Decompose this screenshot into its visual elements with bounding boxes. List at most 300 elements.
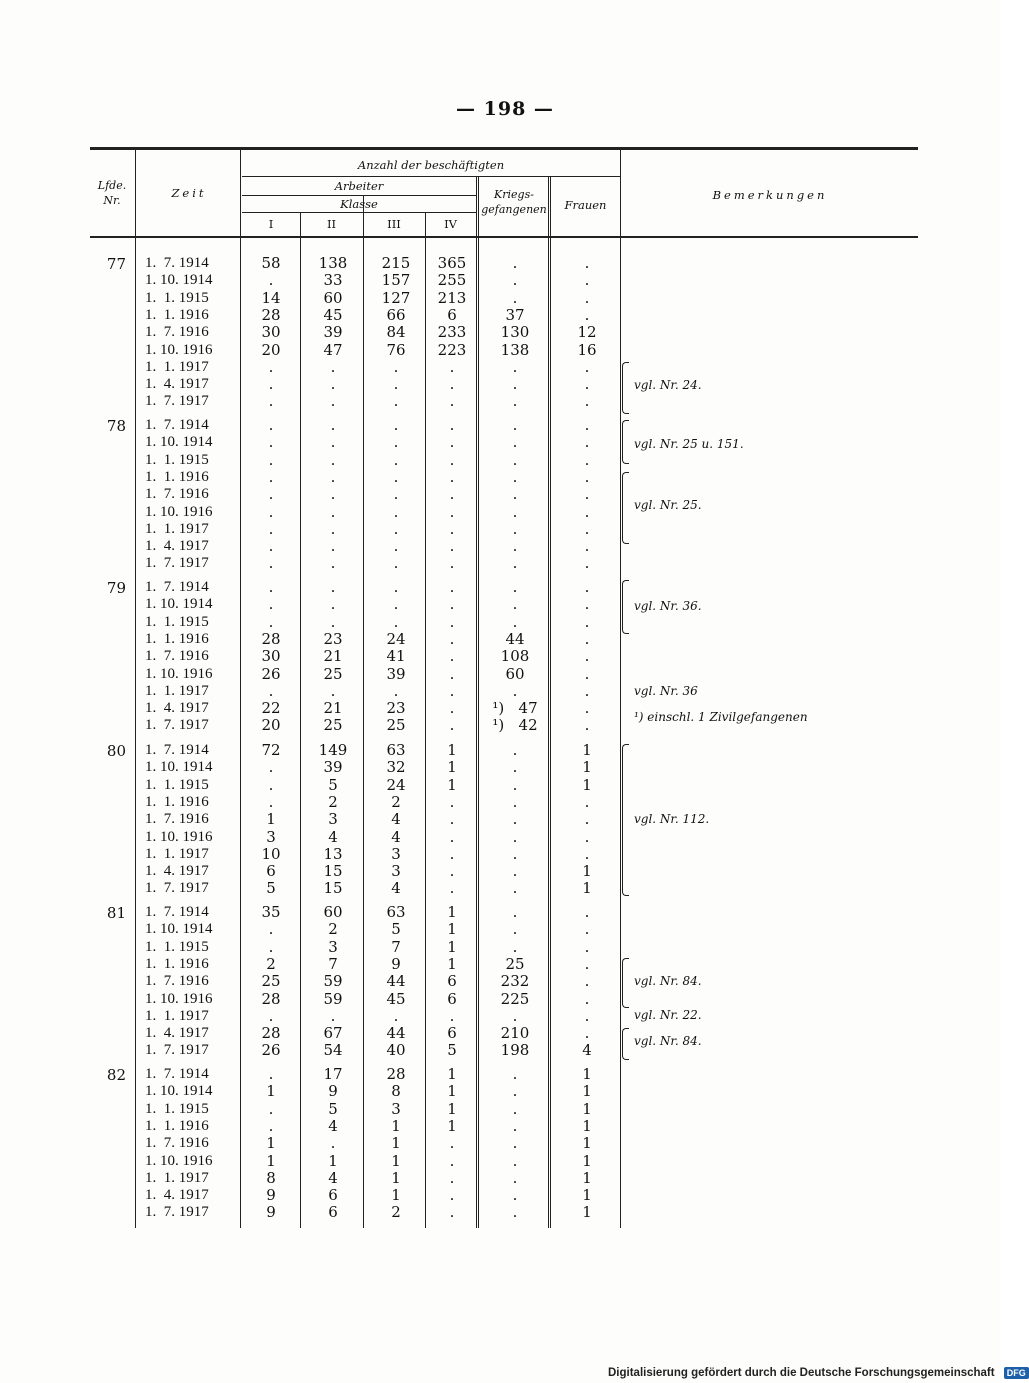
- header-lfd-nr: [92, 178, 132, 208]
- cell-zeit: 1. 1. 1915: [145, 938, 209, 955]
- cell-klasse-ii: .: [330, 502, 336, 521]
- cell-klasse-i: .: [268, 1099, 274, 1118]
- cell-zeit: 1. 7. 1914: [145, 904, 209, 920]
- cell-kriegsgefangene: .: [512, 502, 518, 521]
- cell-klasse-iii: .: [393, 392, 399, 411]
- cell-klasse-i: 26: [261, 1041, 281, 1060]
- cell-klasse-iii: .: [393, 375, 399, 394]
- cell-frauen: .: [584, 699, 590, 718]
- cell-frauen: .: [584, 844, 590, 863]
- col-rule-nr: [135, 150, 136, 1228]
- cell-frauen: .: [584, 450, 590, 469]
- cell-klasse-iv: .: [449, 537, 455, 556]
- header-class-iii: III: [387, 217, 401, 231]
- cell-kriegsgefangene: .: [512, 1151, 518, 1170]
- cell-zeit: 1. 1. 1915: [145, 776, 209, 793]
- cell-klasse-i: 8: [266, 1168, 276, 1187]
- note-brace-79: [622, 580, 629, 634]
- cell-kriegsgefangene: .: [512, 375, 518, 394]
- cell-klasse-i: .: [268, 519, 274, 538]
- cell-klasse-i: .: [268, 450, 274, 469]
- cell-zeit: 1. 7. 1916: [145, 1135, 209, 1152]
- cell-frauen: .: [584, 716, 590, 735]
- cell-frauen: 1: [582, 1099, 592, 1118]
- cell-kriegsgefangene: .: [512, 937, 518, 956]
- cell-klasse-iii: 25: [386, 716, 406, 735]
- cell-klasse-ii: .: [330, 578, 336, 596]
- note-brace-80: [622, 744, 629, 896]
- cell-zeit: 1. 7. 1916: [145, 973, 209, 990]
- cell-klasse-ii: 4: [328, 827, 338, 846]
- cell-frauen: 1: [582, 1082, 592, 1101]
- cell-zeit: 1. 7. 1914: [145, 1066, 209, 1082]
- cell-klasse-i: .: [268, 937, 274, 956]
- cell-kriegsgefangene: 225: [500, 989, 530, 1008]
- cell-zeit: 1. 7. 1917: [145, 1042, 209, 1059]
- cell-kriegsgefangene: 25: [505, 954, 525, 973]
- header-class-ii: II: [326, 217, 337, 231]
- cell-zeit: 1. 10. 1916: [145, 341, 213, 358]
- cell-klasse-i: .: [268, 920, 274, 939]
- cell-klasse-ii: 59: [323, 972, 343, 991]
- cell-klasse-iv: .: [449, 595, 455, 614]
- cell-klasse-iii: 7: [391, 937, 401, 956]
- cell-frauen: 1: [582, 862, 592, 881]
- cell-zeit: 1. 10. 1914: [145, 759, 213, 776]
- cell-klasse-iv: .: [449, 827, 455, 846]
- cell-klasse-i: .: [268, 775, 274, 794]
- cell-klasse-iii: 63: [386, 903, 406, 921]
- cell-klasse-iv: 213: [437, 288, 467, 307]
- cell-kriegsgefangene: 37: [505, 305, 525, 324]
- cell-klasse-iv: .: [449, 792, 455, 811]
- cell-klasse-iii: .: [393, 416, 399, 434]
- cell-klasse-ii: .: [330, 433, 336, 452]
- cell-klasse-iii: 1: [391, 1116, 401, 1135]
- cell-kriegsgefangene: .: [512, 1099, 518, 1118]
- row-number: 80: [106, 742, 126, 760]
- cell-kriegsgefangene: .: [512, 1186, 518, 1205]
- cell-frauen: 16: [577, 340, 597, 359]
- cell-zeit: 1. 7. 1917: [145, 717, 209, 734]
- cell-klasse-iii: .: [393, 554, 399, 573]
- cell-frauen: .: [584, 595, 590, 614]
- dfg-logo: DFG: [1004, 1367, 1029, 1379]
- cell-klasse-ii: 6: [328, 1203, 338, 1222]
- header-rule-arbeiter: [242, 195, 476, 196]
- cell-klasse-iv: 1: [447, 1082, 457, 1101]
- cell-frauen: .: [584, 254, 590, 272]
- cell-kriegsgefangene: 232: [500, 972, 530, 991]
- cell-klasse-i: .: [268, 1006, 274, 1025]
- cell-zeit: 1. 7. 1914: [145, 579, 209, 595]
- cell-klasse-ii: 21: [323, 647, 343, 666]
- cell-klasse-iii: 1: [391, 1168, 401, 1187]
- cell-klasse-iii: 84: [386, 323, 406, 342]
- cell-zeit: 1. 1. 1915: [145, 1100, 209, 1117]
- cell-zeit: 1. 7. 1914: [145, 742, 209, 758]
- cell-klasse-ii: .: [330, 485, 336, 504]
- cell-kriegsgefangene: .: [512, 485, 518, 504]
- cell-klasse-iv: .: [449, 810, 455, 829]
- cell-klasse-i: 6: [266, 862, 276, 881]
- cell-klasse-iii: 5: [391, 920, 401, 939]
- cell-zeit: 1. 4. 1917: [145, 700, 209, 717]
- row-number: 79: [106, 579, 126, 597]
- cell-klasse-iii: 39: [386, 664, 406, 683]
- cell-kriegsgefangene: ¹) 47: [492, 699, 538, 718]
- cell-klasse-i: .: [268, 416, 274, 434]
- col-rule-frauen: [620, 150, 621, 1228]
- cell-klasse-i: .: [268, 792, 274, 811]
- cell-klasse-ii: 67: [323, 1024, 343, 1043]
- cell-klasse-iv: .: [449, 879, 455, 898]
- cell-klasse-ii: 5: [328, 775, 338, 794]
- cell-klasse-iv: 1: [447, 903, 457, 921]
- cell-klasse-iv: 1: [447, 775, 457, 794]
- cell-klasse-iii: 63: [386, 741, 406, 759]
- header-lfd-nr-line1: Lfde.: [97, 179, 127, 192]
- cell-klasse-iv: .: [449, 433, 455, 452]
- cell-frauen: .: [584, 647, 590, 666]
- cell-kriegsgefangene: .: [512, 450, 518, 469]
- cell-kriegsgefangene: .: [512, 1082, 518, 1101]
- cell-frauen: .: [584, 357, 590, 376]
- cell-zeit: 1. 1. 1917: [145, 682, 209, 699]
- cell-klasse-iii: 76: [386, 340, 406, 359]
- cell-zeit: 1. 7. 1917: [145, 393, 209, 410]
- cell-frauen: .: [584, 903, 590, 921]
- cell-klasse-ii: 1: [328, 1151, 338, 1170]
- cell-kriegsgefangene: 130: [500, 323, 530, 342]
- cell-kriegsgefangene: ¹) 42: [492, 716, 538, 735]
- cell-frauen: .: [584, 375, 590, 394]
- cell-frauen: 1: [582, 1134, 592, 1153]
- cell-klasse-ii: 60: [323, 288, 343, 307]
- header-bemerkungen: Bemerkungen: [712, 188, 828, 202]
- cell-kriegsgefangene: 198: [500, 1041, 530, 1060]
- cell-zeit: 1. 1. 1916: [145, 793, 209, 810]
- cell-klasse-ii: 25: [323, 664, 343, 683]
- cell-zeit: 1. 7. 1916: [145, 648, 209, 665]
- cell-zeit: 1. 10. 1916: [145, 503, 213, 520]
- cell-klasse-i: 25: [261, 972, 281, 991]
- cell-klasse-ii: 13: [323, 844, 343, 863]
- page-number: — 198 —: [456, 98, 554, 120]
- cell-klasse-iv: .: [449, 375, 455, 394]
- cell-zeit: 1. 1. 1917: [145, 845, 209, 862]
- header-class-iv: IV: [444, 217, 457, 231]
- cell-kriegsgefangene: .: [512, 879, 518, 898]
- cell-zeit: 1. 10. 1914: [145, 272, 213, 289]
- cell-klasse-iv: .: [449, 1151, 455, 1170]
- cell-frauen: .: [584, 305, 590, 324]
- cell-kriegsgefangene: .: [512, 758, 518, 777]
- cell-zeit: 1. 7. 1917: [145, 1204, 209, 1221]
- cell-klasse-i: 3: [266, 827, 276, 846]
- cell-klasse-i: 28: [261, 1024, 281, 1043]
- cell-zeit: 1. 1. 1916: [145, 1117, 209, 1134]
- cell-kriegsgefangene: .: [512, 1168, 518, 1187]
- cell-klasse-iii: .: [393, 450, 399, 469]
- cell-klasse-iv: 1: [447, 758, 457, 777]
- note-78a: vgl. Nr. 25 u. 151.: [634, 437, 744, 451]
- cell-klasse-ii: 2: [328, 792, 338, 811]
- cell-klasse-iii: 32: [386, 758, 406, 777]
- cell-frauen: .: [584, 433, 590, 452]
- cell-frauen: .: [584, 554, 590, 573]
- cell-klasse-ii: 17: [323, 1065, 343, 1083]
- cell-klasse-iii: .: [393, 681, 399, 700]
- cell-klasse-ii: 2: [328, 920, 338, 939]
- cell-klasse-i: 9: [266, 1203, 276, 1222]
- cell-kriegsgefangene: .: [512, 433, 518, 452]
- header-kriegsgefangene: [479, 187, 549, 217]
- cell-frauen: 1: [582, 1065, 592, 1083]
- cell-zeit: 1. 10. 1914: [145, 1083, 213, 1100]
- cell-klasse-iv: 1: [447, 741, 457, 759]
- cell-klasse-iii: 127: [381, 288, 411, 307]
- cell-klasse-i: 20: [261, 716, 281, 735]
- cell-klasse-iv: 255: [437, 271, 467, 290]
- cell-frauen: 4: [582, 1041, 592, 1060]
- cell-zeit: 1. 1. 1916: [145, 630, 209, 647]
- header-klasse: Klasse: [340, 197, 378, 211]
- cell-zeit: 1. 10. 1916: [145, 828, 213, 845]
- cell-klasse-iv: 6: [447, 989, 457, 1008]
- cell-klasse-iv: 1: [447, 1099, 457, 1118]
- cell-klasse-iii: .: [393, 519, 399, 538]
- header-rule-klasse: [242, 212, 476, 213]
- cell-kriegsgefangene: .: [512, 578, 518, 596]
- cell-klasse-iv: .: [449, 862, 455, 881]
- cell-klasse-iii: 24: [386, 629, 406, 648]
- cell-klasse-ii: .: [330, 392, 336, 411]
- cell-klasse-iii: .: [393, 433, 399, 452]
- cell-klasse-iv: .: [449, 844, 455, 863]
- cell-kriegsgefangene: .: [512, 903, 518, 921]
- cell-klasse-iii: .: [393, 1006, 399, 1025]
- cell-klasse-i: 26: [261, 664, 281, 683]
- cell-frauen: 1: [582, 1116, 592, 1135]
- cell-klasse-i: .: [268, 467, 274, 486]
- cell-kriegsgefangene: .: [512, 288, 518, 307]
- cell-klasse-ii: 23: [323, 629, 343, 648]
- cell-klasse-ii: 47: [323, 340, 343, 359]
- cell-klasse-ii: 39: [323, 758, 343, 777]
- cell-klasse-i: .: [268, 485, 274, 504]
- cell-frauen: .: [584, 920, 590, 939]
- cell-zeit: 1. 1. 1916: [145, 955, 209, 972]
- cell-frauen: 1: [582, 775, 592, 794]
- note-77: vgl. Nr. 24.: [634, 378, 702, 392]
- header-bottom-rule: [90, 236, 918, 238]
- cell-kriegsgefangene: .: [512, 254, 518, 272]
- cell-klasse-ii: 6: [328, 1186, 338, 1205]
- cell-klasse-i: .: [268, 1116, 274, 1135]
- note-78b: vgl. Nr. 25.: [634, 498, 702, 512]
- cell-kriegsgefangene: .: [512, 1203, 518, 1222]
- header-lfd-nr-line2: Nr.: [103, 194, 121, 207]
- cell-klasse-i: 72: [261, 741, 281, 759]
- cell-klasse-i: .: [268, 554, 274, 573]
- cell-klasse-ii: .: [330, 537, 336, 556]
- cell-klasse-iv: 1: [447, 1116, 457, 1135]
- cell-klasse-ii: .: [330, 681, 336, 700]
- cell-klasse-iv: 223: [437, 340, 467, 359]
- cell-frauen: .: [584, 989, 590, 1008]
- cell-kriegsgefangene: .: [512, 844, 518, 863]
- cell-zeit: 1. 7. 1914: [145, 417, 209, 433]
- cell-klasse-i: 28: [261, 305, 281, 324]
- cell-klasse-i: 10: [261, 844, 281, 863]
- cell-klasse-iii: .: [393, 357, 399, 376]
- cell-zeit: 1. 7. 1916: [145, 324, 209, 341]
- cell-klasse-iii: 3: [391, 862, 401, 881]
- cell-frauen: .: [584, 629, 590, 648]
- cell-zeit: 1. 1. 1915: [145, 613, 209, 630]
- cell-klasse-iv: 1: [447, 937, 457, 956]
- cell-zeit: 1. 1. 1915: [145, 451, 209, 468]
- cell-klasse-ii: 54: [323, 1041, 343, 1060]
- cell-klasse-iv: .: [449, 647, 455, 666]
- col-rule-iv: [476, 177, 479, 1228]
- cell-klasse-i: .: [268, 537, 274, 556]
- footer-text: Digitalisierung gefördert durch die Deutsche Forschungsgemeinschaft: [608, 1367, 995, 1380]
- cell-frauen: .: [584, 467, 590, 486]
- cell-zeit: 1. 10. 1914: [145, 434, 213, 451]
- header-anzahl: Anzahl der beschäftigten: [357, 158, 505, 172]
- cell-zeit: 1. 7. 1916: [145, 811, 209, 828]
- cell-klasse-iii: 3: [391, 844, 401, 863]
- cell-klasse-iii: 4: [391, 827, 401, 846]
- cell-klasse-i: 14: [261, 288, 281, 307]
- cell-klasse-ii: .: [330, 612, 336, 631]
- cell-klasse-iv: .: [449, 519, 455, 538]
- cell-klasse-iii: 1: [391, 1151, 401, 1170]
- col-rule-zeit: [240, 150, 241, 1228]
- header-kg-line1: Kriegs-: [494, 188, 534, 201]
- cell-klasse-ii: 25: [323, 716, 343, 735]
- cell-kriegsgefangene: .: [512, 792, 518, 811]
- cell-klasse-ii: 138: [318, 254, 348, 272]
- header-zeit: Zeit: [171, 186, 207, 200]
- cell-klasse-i: .: [268, 392, 274, 411]
- cell-zeit: 1. 1. 1917: [145, 358, 209, 375]
- cell-klasse-ii: 7: [328, 954, 338, 973]
- cell-kriegsgefangene: .: [512, 681, 518, 700]
- cell-klasse-ii: .: [330, 416, 336, 434]
- cell-klasse-i: 22: [261, 699, 281, 718]
- cell-klasse-iv: .: [449, 699, 455, 718]
- cell-klasse-ii: 60: [323, 903, 343, 921]
- cell-klasse-iv: 6: [447, 305, 457, 324]
- cell-frauen: .: [584, 937, 590, 956]
- cell-frauen: .: [584, 519, 590, 538]
- cell-frauen: .: [584, 681, 590, 700]
- cell-klasse-iv: .: [449, 1134, 455, 1153]
- cell-klasse-iv: .: [449, 392, 455, 411]
- cell-kriegsgefangene: .: [512, 1065, 518, 1083]
- cell-klasse-i: .: [268, 578, 274, 596]
- cell-klasse-i: .: [268, 271, 274, 290]
- cell-zeit: 1. 4. 1917: [145, 863, 209, 880]
- cell-frauen: 12: [577, 323, 597, 342]
- cell-klasse-iii: 66: [386, 305, 406, 324]
- cell-klasse-iv: .: [449, 1006, 455, 1025]
- cell-frauen: .: [584, 1024, 590, 1043]
- cell-zeit: 1. 1. 1917: [145, 1007, 209, 1024]
- cell-frauen: 1: [582, 758, 592, 777]
- cell-klasse-iii: 8: [391, 1082, 401, 1101]
- cell-kriegsgefangene: .: [512, 775, 518, 794]
- cell-klasse-i: 28: [261, 989, 281, 1008]
- cell-klasse-iv: .: [449, 485, 455, 504]
- cell-frauen: .: [584, 827, 590, 846]
- note-81a: vgl. Nr. 84.: [634, 974, 702, 988]
- cell-klasse-iv: .: [449, 664, 455, 683]
- header-kg-line2: gefangenen: [481, 203, 547, 216]
- cell-klasse-iii: 3: [391, 1099, 401, 1118]
- cell-klasse-i: 1: [266, 810, 276, 829]
- cell-klasse-iii: 23: [386, 699, 406, 718]
- cell-klasse-ii: .: [330, 467, 336, 486]
- note-79b: vgl. Nr. 36: [634, 684, 698, 698]
- row-number: 77: [106, 255, 126, 273]
- cell-klasse-iii: 157: [381, 271, 411, 290]
- cell-kriegsgefangene: .: [512, 920, 518, 939]
- cell-kriegsgefangene: .: [512, 467, 518, 486]
- note-brace-81a: [622, 958, 629, 1008]
- cell-zeit: 1. 10. 1916: [145, 990, 213, 1007]
- cell-frauen: .: [584, 392, 590, 411]
- cell-klasse-iv: .: [449, 357, 455, 376]
- cell-kriegsgefangene: 138: [500, 340, 530, 359]
- cell-kriegsgefangene: .: [512, 537, 518, 556]
- cell-klasse-ii: .: [330, 375, 336, 394]
- row-number: 78: [106, 417, 126, 435]
- cell-klasse-iv: .: [449, 629, 455, 648]
- cell-klasse-ii: 149: [318, 741, 348, 759]
- cell-kriegsgefangene: .: [512, 862, 518, 881]
- cell-zeit: 1. 10. 1914: [145, 596, 213, 613]
- cell-zeit: 1. 7. 1916: [145, 486, 209, 503]
- cell-klasse-iv: 6: [447, 972, 457, 991]
- cell-kriegsgefangene: 210: [500, 1024, 530, 1043]
- cell-zeit: 1. 10. 1916: [145, 1152, 213, 1169]
- cell-klasse-i: .: [268, 612, 274, 631]
- cell-kriegsgefangene: .: [512, 1134, 518, 1153]
- cell-frauen: 1: [582, 1203, 592, 1222]
- cell-klasse-ii: 39: [323, 323, 343, 342]
- cell-klasse-ii: 5: [328, 1099, 338, 1118]
- cell-frauen: 1: [582, 741, 592, 759]
- cell-kriegsgefangene: .: [512, 595, 518, 614]
- cell-klasse-i: .: [268, 758, 274, 777]
- cell-kriegsgefangene: .: [512, 1006, 518, 1025]
- cell-zeit: 1. 4. 1917: [145, 1187, 209, 1204]
- cell-zeit: 1. 1. 1915: [145, 289, 209, 306]
- cell-zeit: 1. 4. 1917: [145, 538, 209, 555]
- cell-zeit: 1. 10. 1914: [145, 921, 213, 938]
- cell-klasse-i: .: [268, 502, 274, 521]
- cell-klasse-iv: .: [449, 450, 455, 469]
- cell-kriegsgefangene: .: [512, 741, 518, 759]
- cell-klasse-i: 28: [261, 629, 281, 648]
- cell-klasse-iii: 1: [391, 1134, 401, 1153]
- cell-klasse-i: 35: [261, 903, 281, 921]
- cell-klasse-i: 2: [266, 954, 276, 973]
